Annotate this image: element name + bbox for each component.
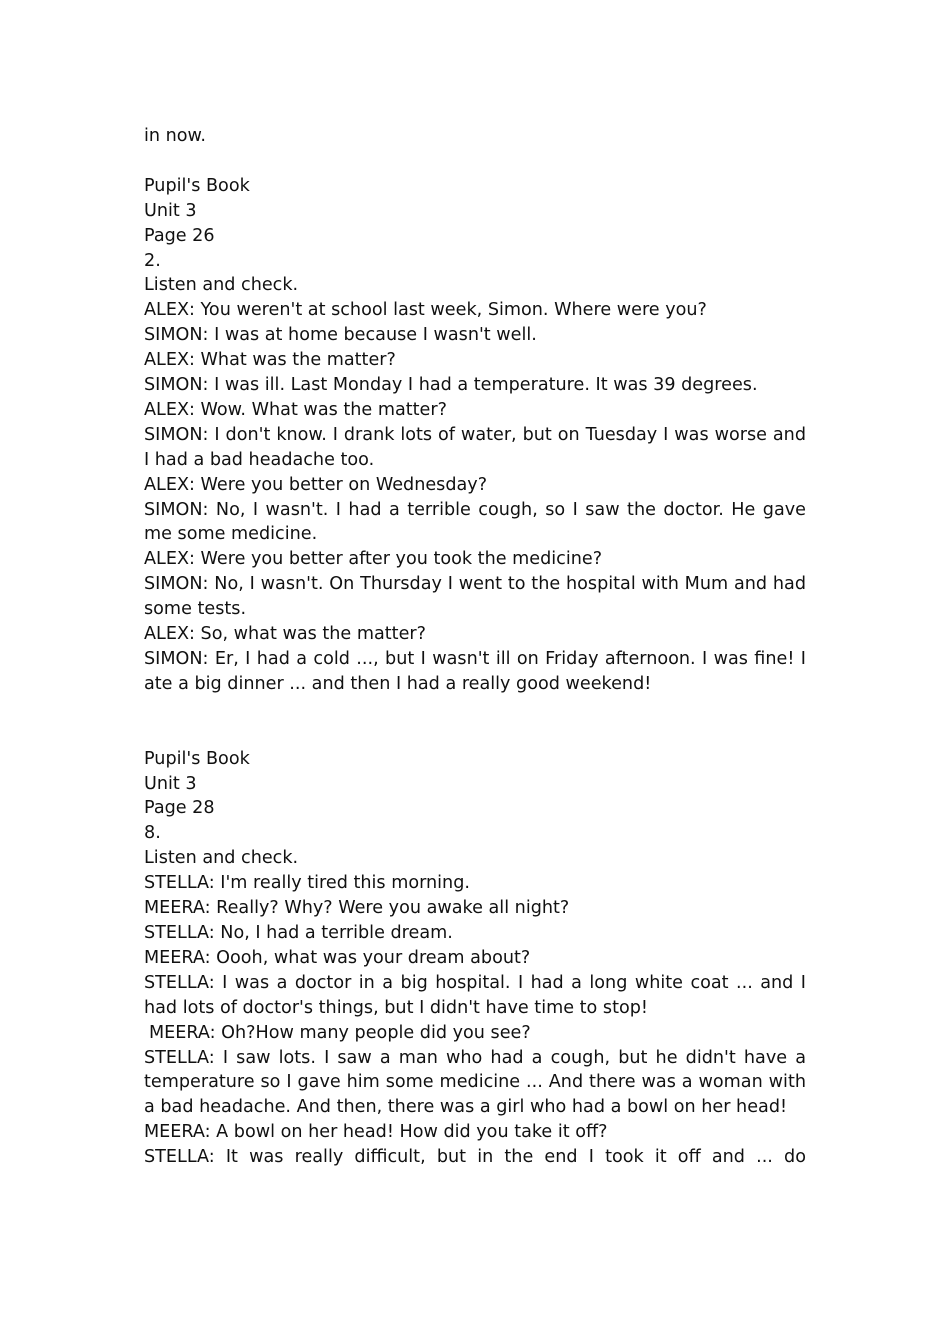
dialogue-line: MEERA: Oh?How many people did you see?: [149, 1022, 531, 1043]
dialogue-line: STELLA: It was really difficult, but in the end I took it off and ... do: [144, 1147, 806, 1168]
exercise-number: 2.: [144, 250, 161, 271]
spacer: [144, 149, 806, 174]
spacer: [144, 697, 806, 747]
dialogue-line: SIMON: No, I wasn't. I had a terrible cough, so I saw the doctor. He gave me some medicine.: [144, 499, 806, 545]
dialogue-line: ALEX: You weren't at school last week, Simon. Where were you?: [144, 300, 707, 321]
dialogue-line: SIMON: I don't know. I drank lots of water, but on Tuesday I was worse and I had a bad headache too.: [144, 424, 806, 470]
dialogue-line: SIMON: Er, I had a cold ..., but I wasn't ill on Friday afternoon. I was fine! I ate a big dinner ... and then I had a really good weekend!: [144, 649, 806, 694]
exercise-instruction: Listen and check.: [144, 275, 299, 296]
dialogue-line: SIMON: I was at home because I wasn't well.: [144, 325, 537, 346]
dialogue-line: STELLA: I saw lots. I saw a man who had a cough, but he didn't have a temperature so I gave him some medicine ... And there was a woman with a bad headache. And then, there was a girl who had a bowl on her head!: [144, 1047, 806, 1118]
exercise-number: 8.: [144, 823, 161, 844]
dialogue-line: STELLA: I was a doctor in a big hospital. I had a long white coat ... and I had lots of doctor's things, but I didn't have time to stop!: [144, 972, 806, 1018]
dialogue-line: SIMON: No, I wasn't. On Thursday I went to the hospital with Mum and had some tests.: [144, 574, 806, 620]
unit-label: Unit 3: [144, 200, 197, 221]
book-title: Pupil's Book: [144, 748, 250, 769]
dialogue-line: STELLA: I'm really tired this morning.: [144, 873, 470, 894]
dialogue-line: ALEX: Wow. What was the matter?: [144, 399, 447, 420]
document-page: [144, 124, 806, 1170]
dialogue-line: STELLA: No, I had a terrible dream.: [144, 922, 453, 943]
page-label: Page 26: [144, 225, 215, 246]
dialogue-line: ALEX: Were you better after you took the medicine?: [144, 549, 603, 570]
continued-text: in now.: [144, 126, 206, 146]
dialogue-line: ALEX: What was the matter?: [144, 350, 396, 371]
book-title: Pupil's Book: [144, 175, 250, 196]
exercise-instruction: Listen and check.: [144, 848, 299, 869]
section-page-26: [144, 174, 806, 697]
dialogue-line: MEERA: Really? Why? Were you awake all night?: [144, 898, 570, 919]
dialogue-line: MEERA: A bowl on her head! How did you take it off?: [144, 1122, 608, 1143]
dialogue-line: ALEX: So, what was the matter?: [144, 624, 426, 645]
dialogue-line: MEERA: Oooh, what was your dream about?: [144, 947, 531, 968]
dialogue-line: SIMON: I was ill. Last Monday I had a temperature. It was 39 degrees.: [144, 375, 758, 396]
page-label: Page 28: [144, 798, 215, 819]
section-page-28: [144, 747, 806, 1170]
unit-label: Unit 3: [144, 773, 197, 794]
dialogue-line: ALEX: Were you better on Wednesday?: [144, 474, 488, 495]
